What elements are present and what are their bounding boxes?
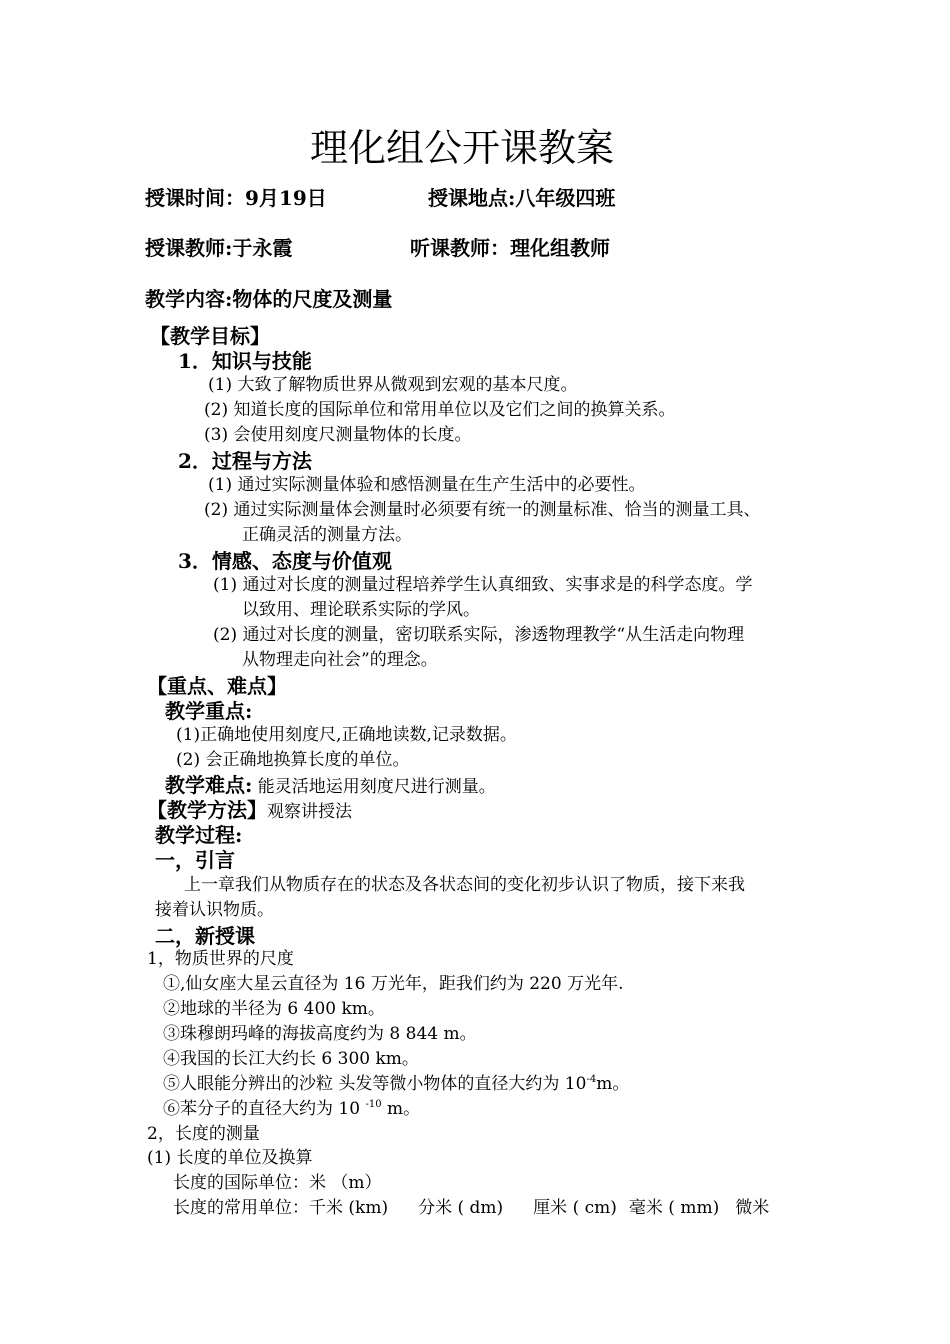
listening-teacher: 听课教师：理化组教师 [410, 236, 610, 260]
objectives-heading: 【教学目标】 [150, 324, 270, 348]
process-label: 教学过程: [155, 823, 243, 847]
key-points-heading: 【重点、难点】 [147, 674, 287, 698]
scale-item: ②地球的半径为 6 400 km。 [163, 999, 385, 1019]
difficult-text: 能灵活地运用刻度尺进行测量。 [252, 777, 496, 797]
key-item: (1)正确地使用刻度尺,正确地读数,记录数据。 [176, 725, 517, 745]
objective-3-item: 以致用、理论联系实际的学风。 [242, 600, 480, 620]
objective-3-item: (1) 通过对长度的测量过程培养学生认真细致、实事求是的科学态度。学 [213, 575, 753, 595]
difficult-label: 教学难点: [165, 773, 253, 797]
si-unit: 长度的国际单位：米 （m） [173, 1173, 382, 1193]
page-title: 理化组公开课教案 [310, 126, 615, 170]
method-label: 【教学方法】 [147, 798, 267, 822]
unit-um: 微米 [735, 1198, 770, 1218]
difficult-point [165, 773, 496, 797]
objective-2-item: 正确灵活的测量方法。 [242, 525, 412, 545]
objective-3-title: 3．情感、态度与价值观 [178, 549, 392, 573]
scale-item [163, 1074, 629, 1094]
scale-item-text: ⑥苯分子的直径大约为 10 [163, 1099, 366, 1119]
intro-title: 一，引言 [155, 848, 235, 872]
scale-item [163, 1099, 420, 1119]
exponent: -10 [365, 1099, 382, 1110]
objective-2-item: (1) 通过实际测量体验和感悟测量在生产生活中的必要性。 [208, 475, 646, 495]
unit-mm: 毫米 ( mm) [628, 1198, 720, 1218]
scale-item: ①,仙女座大星云直径为 16 万光年，距我们约为 220 万光年. [163, 974, 624, 994]
scale-item-unit: m。 [381, 1099, 421, 1119]
method [147, 798, 352, 822]
common-units [173, 1198, 769, 1218]
class-place: 授课地点:八年级四班 [428, 186, 616, 210]
objective-2-title: 2．过程与方法 [178, 449, 312, 473]
exponent: -4 [586, 1074, 597, 1085]
unit-dm: 分米 ( dm) [418, 1198, 504, 1218]
teacher: 授课教师:于永霞 [145, 236, 293, 260]
measurement-section-title: 2，长度的测量 [147, 1124, 260, 1144]
unit-km: 千米 (km) [309, 1198, 389, 1218]
intro-text: 上一章我们从物质存在的状态及各状态间的变化初步认识了物质，接下来我 [184, 875, 745, 895]
common-units-label: 长度的常用单位： [173, 1198, 309, 1218]
objective-3-item: 从物理走向社会”的理念。 [242, 650, 438, 670]
key-item: (2) 会正确地换算长度的单位。 [176, 750, 410, 770]
scale-section-title: 1，物质世界的尺度 [147, 949, 294, 969]
method-text: 观察讲授法 [267, 802, 352, 822]
key-label: 教学重点: [165, 699, 253, 723]
scale-item: ④我国的长江大约长 6 300 km。 [163, 1049, 419, 1069]
objective-2-item: (2) 通过实际测量体会测量时必须要有统一的测量标准、恰当的测量工具、 [204, 500, 761, 520]
scale-item-unit: m。 [596, 1074, 630, 1094]
class-time: 授课时间：9月19日 [145, 186, 327, 210]
objective-1-title: 1．知识与技能 [178, 349, 312, 373]
new-lesson-title: 二，新授课 [155, 924, 255, 948]
measurement-subsection-title: (1) 长度的单位及换算 [147, 1148, 313, 1168]
intro-text: 接着认识物质。 [155, 900, 274, 920]
objective-1-item: (1) 大致了解物质世界从微观到宏观的基本尺度。 [208, 375, 578, 395]
teaching-content: 教学内容:物体的尺度及测量 [145, 287, 393, 311]
objective-1-item: (3) 会使用刻度尺测量物体的长度。 [204, 425, 472, 445]
unit-cm: 厘米 ( cm) [533, 1198, 617, 1218]
scale-item-text: ⑤人眼能分辨出的沙粒 头发等微小物体的直径大约为 10 [163, 1074, 587, 1094]
objective-3-item: (2) 通过对长度的测量，密切联系实际，渗透物理教学“从生活走向物理 [213, 625, 745, 645]
scale-item: ③珠穆朗玛峰的海拔高度约为 8 844 m。 [163, 1024, 477, 1044]
objective-1-item: (2) 知道长度的国际单位和常用单位以及它们之间的换算关系。 [204, 400, 676, 420]
